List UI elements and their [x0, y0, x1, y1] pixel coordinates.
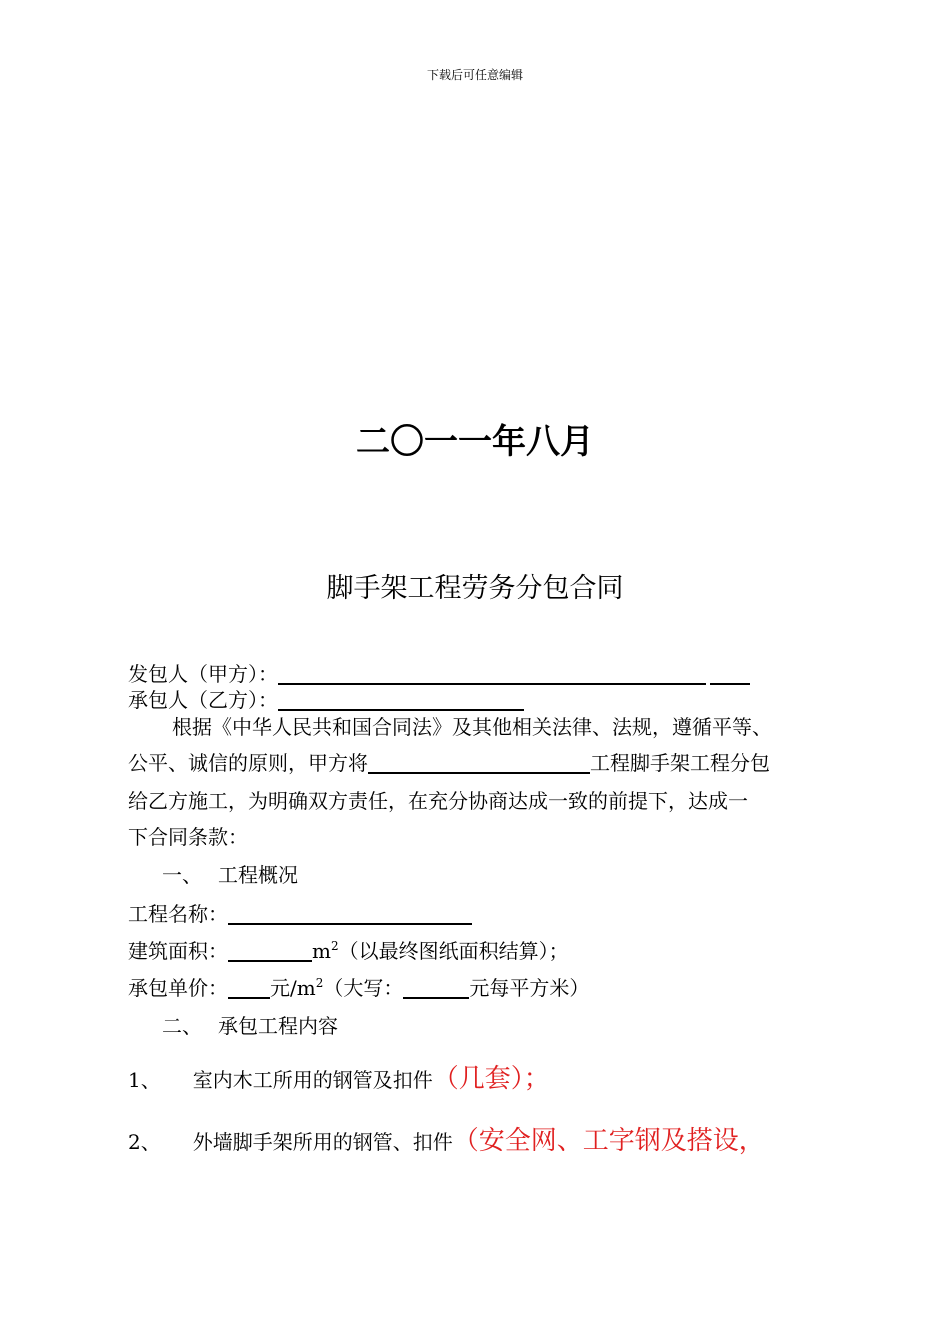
area-blank[interactable]	[228, 940, 312, 962]
intro-line-2-after: 工程脚手架工程分包	[590, 751, 770, 775]
area-label: 建筑面积：	[128, 939, 228, 963]
project-name-label: 工程名称：	[128, 902, 228, 926]
item-1-number: 1、	[128, 1068, 161, 1092]
party-b-blank[interactable]	[278, 689, 524, 711]
section-1-number: 一、	[162, 863, 202, 887]
intro-line-2-before: 公平、诚信的原则，甲方将	[128, 751, 368, 775]
date-title: 二〇一一年八月	[356, 422, 594, 462]
intro-line-1: 根据《中华人民共和国合同法》及其他相关法律、法规，遵循平等、	[172, 715, 772, 739]
intro-line-4: 下合同条款：	[128, 825, 248, 849]
section-2-heading	[162, 1010, 338, 1039]
price-blank[interactable]	[228, 977, 270, 999]
party-b-label: 承包人（乙方）：	[128, 688, 278, 712]
price-unit: 元/m	[270, 976, 316, 1000]
item-2-text: 外墙脚手架所用的钢管、扣件	[192, 1130, 453, 1154]
price-unit-sup: 2	[315, 976, 324, 990]
section-2-title: 承包工程内容	[218, 1014, 338, 1038]
party-a-row	[128, 658, 750, 687]
party-b-row	[128, 684, 524, 713]
intro-line-3: 给乙方施工，为明确双方责任，在充分协商达成一致的前提下，达成一	[128, 789, 748, 813]
party-a-blank[interactable]	[278, 663, 706, 685]
area-unit-sup: 2	[330, 939, 339, 953]
section-1-title: 工程概况	[218, 863, 298, 887]
project-name-row	[128, 898, 472, 927]
area-note: （以最终图纸面积结算）；	[338, 939, 569, 963]
price-tail: 元每平方米）	[469, 976, 590, 1000]
price-uppercase-blank[interactable]	[403, 977, 469, 999]
item-1-text: 室内木工所用的钢管及扣件	[192, 1068, 433, 1092]
list-item	[128, 1120, 765, 1157]
price-row	[128, 972, 589, 1001]
party-a-label: 发包人（甲方）：	[128, 662, 278, 686]
intro-line-2	[128, 747, 770, 776]
price-paren: （大写：	[323, 976, 404, 1000]
item-1-note: （几套）；	[432, 1064, 550, 1094]
project-blank[interactable]	[368, 752, 590, 774]
section-2-number: 二、	[162, 1014, 202, 1038]
price-label: 承包单价：	[128, 976, 228, 1000]
item-2-note: （安全网、工字钢及搭设，	[452, 1126, 765, 1156]
area-unit: m	[312, 939, 331, 963]
header-note: 下载后可任意编辑	[426, 68, 523, 82]
section-1-heading	[162, 859, 298, 888]
area-row	[128, 935, 569, 964]
item-2-number: 2、	[128, 1130, 161, 1154]
list-item	[128, 1058, 550, 1095]
document-title: 脚手架工程劳务分包合同	[326, 573, 624, 604]
party-a-blank-tail[interactable]	[710, 663, 750, 685]
project-name-blank[interactable]	[228, 903, 472, 925]
